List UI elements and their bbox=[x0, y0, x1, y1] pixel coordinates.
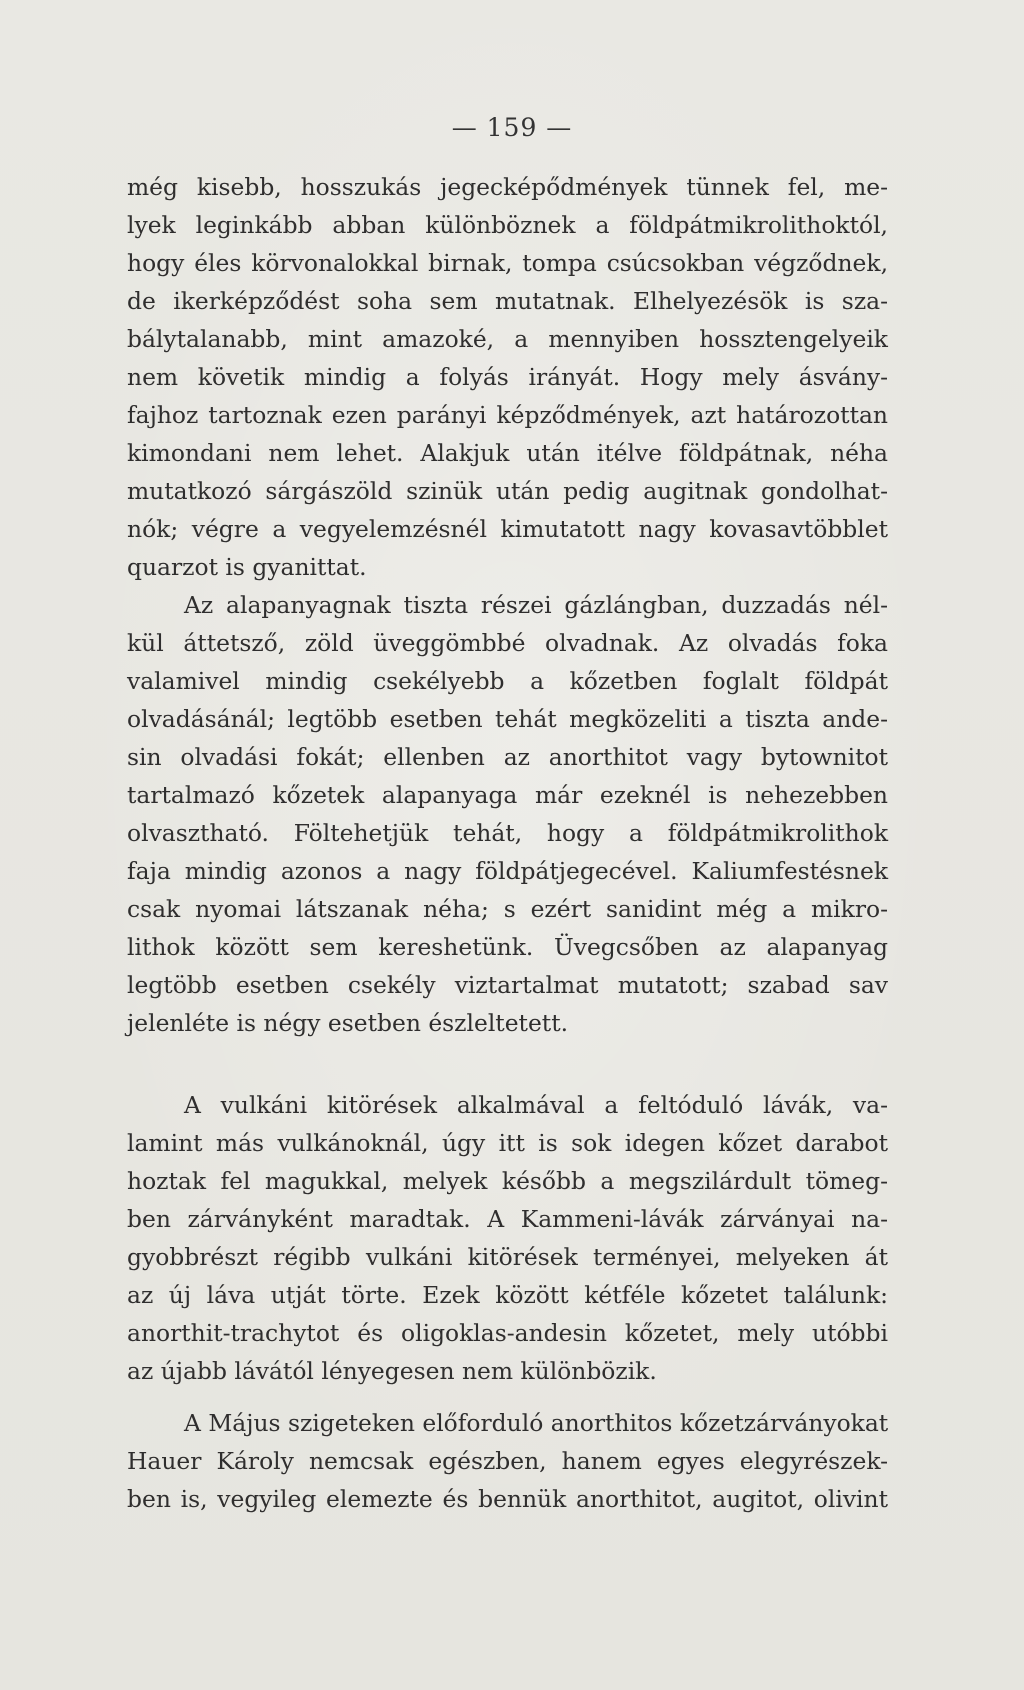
text-line: ben is, vegyileg elemezte és bennük anorthitot, augitot, olivint bbox=[127, 1485, 888, 1513]
text-line: hogy éles körvonalokkal birnak, tompa csúcsokban végződnek, bbox=[127, 249, 888, 277]
text-line: sin olvadási fokát; ellenben az anorthitot vagy bytownitot bbox=[127, 743, 888, 771]
text-line: mutatkozó sárgászöld szinük után pedig augitnak gondolhat- bbox=[127, 477, 888, 505]
text-line: nem követik mindig a folyás irányát. Hogy mely ásvány- bbox=[127, 363, 888, 391]
text-line: quarzot is gyanittat. bbox=[127, 553, 367, 581]
text-line: lithok között sem kereshetünk. Üvegcsőben az alapanyag bbox=[127, 933, 888, 961]
text-line: fajhoz tartoznak ezen parányi képződmények, azt határozottan bbox=[127, 401, 888, 429]
text-line: legtöbb esetben csekély viztartalmat mutatott; szabad sav bbox=[127, 971, 888, 999]
text-line: tartalmazó kőzetek alapanyaga már ezeknél is nehezebben bbox=[127, 781, 888, 809]
text-line: az újabb lávától lényegesen nem különbözik. bbox=[127, 1357, 657, 1385]
text-line: még kisebb, hosszukás jegecképődmények tünnek fel, me- bbox=[127, 173, 888, 201]
text-line: A vulkáni kitörések alkalmával a feltóduló lávák, va- bbox=[184, 1091, 888, 1119]
text-line: kimondani nem lehet. Alakjuk után itélve földpátnak, néha bbox=[127, 439, 888, 467]
text-line: lamint más vulkánoknál, úgy itt is sok idegen kőzet darabot bbox=[127, 1129, 888, 1157]
text-line: olvadásánál; legtöbb esetben tehát megközeliti a tiszta ande- bbox=[127, 705, 888, 733]
page-number: — 159 — bbox=[451, 113, 573, 142]
text-line: olvasztható. Föltehetjük tehát, hogy a földpátmikrolithok bbox=[127, 819, 888, 847]
text-line: ben zárványként maradtak. A Kammeni-lávák zárványai na- bbox=[127, 1205, 888, 1233]
text-line: Hauer Károly nemcsak egészben, hanem egyes elegyrészek- bbox=[127, 1447, 888, 1475]
text-line: jelenléte is négy esetben észleltetett. bbox=[127, 1009, 569, 1037]
text-line: bálytalanabb, mint amazoké, a mennyiben hossztengelyeik bbox=[127, 325, 888, 353]
text-line: de ikerképződést soha sem mutatnak. Elhelyezésök is sza- bbox=[127, 287, 888, 315]
text-line: anorthit-trachytot és oligoklas-andesin kőzetet, mely utóbbi bbox=[127, 1319, 888, 1347]
text-line: nók; végre a vegyelemzésnél kimutatott nagy kovasavtöbblet bbox=[127, 515, 888, 543]
text-line: lyek leginkább abban különböznek a földpátmikrolithoktól, bbox=[127, 211, 888, 239]
text-line: gyobbrészt régibb vulkáni kitörések terményei, melyeken át bbox=[127, 1243, 888, 1271]
text-line: A Május szigeteken előforduló anorthitos kőzetzárványokat bbox=[184, 1409, 889, 1437]
text-line: faja mindig azonos a nagy földpátjegecével. Kaliumfestésnek bbox=[127, 857, 888, 885]
text-line: csak nyomai látszanak néha; s ezért sanidint még a mikro- bbox=[127, 895, 888, 923]
text-line: kül áttetsző, zöld üveggömbbé olvadnak. Az olvadás foka bbox=[127, 629, 888, 657]
text-line: Az alapanyagnak tiszta részei gázlángban, duzzadás nél- bbox=[184, 591, 888, 619]
text-line: az új láva utját törte. Ezek között kétféle kőzetet találunk: bbox=[127, 1281, 888, 1309]
text-line: valamivel mindig csekélyebb a kőzetben foglalt földpát bbox=[127, 667, 888, 695]
text-line: hoztak fel magukkal, melyek később a megszilárdult tömeg- bbox=[127, 1167, 888, 1195]
